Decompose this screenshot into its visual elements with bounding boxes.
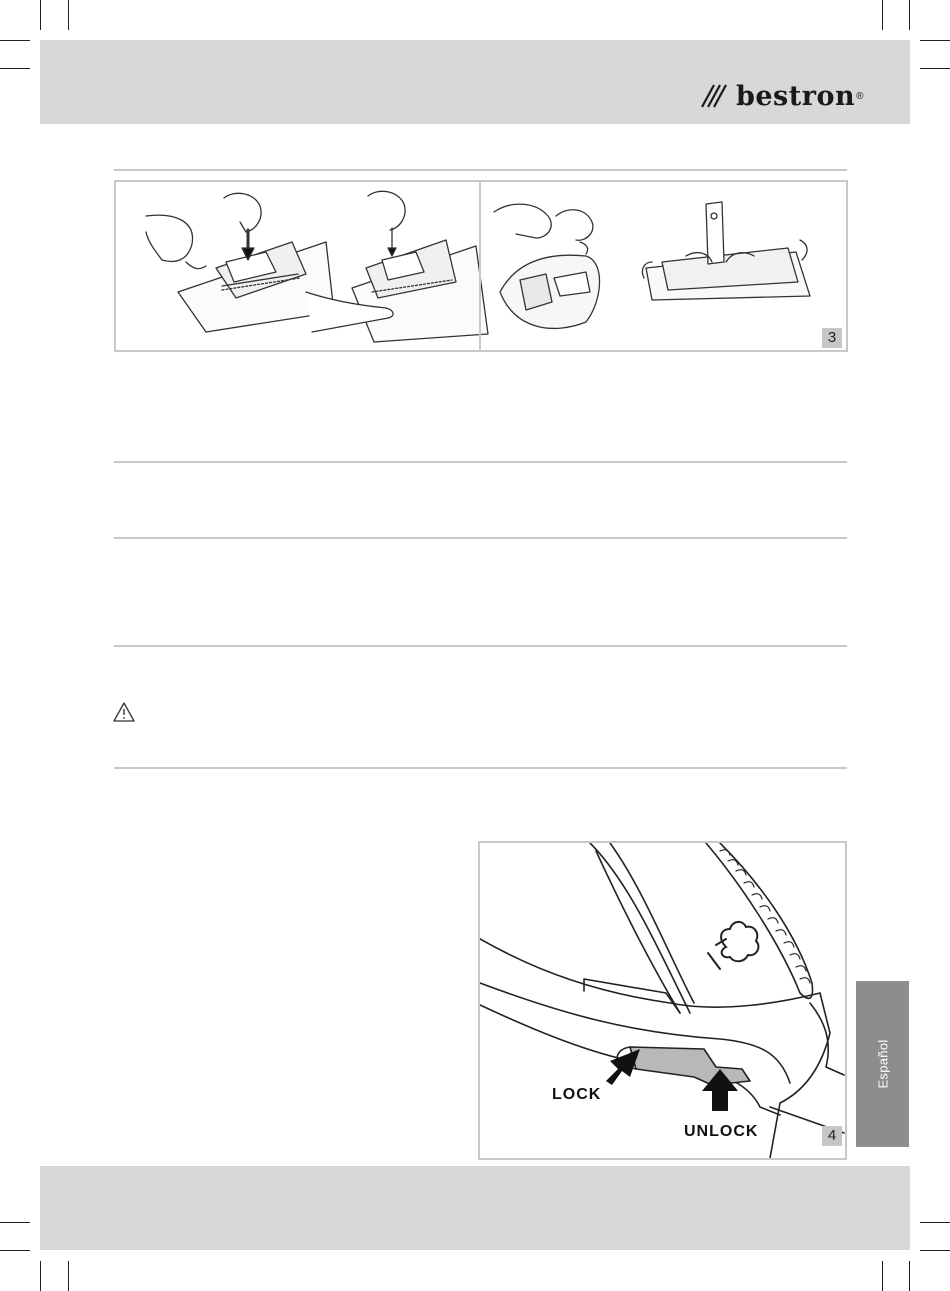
language-label: Español xyxy=(875,1039,890,1089)
divider xyxy=(114,767,847,769)
figure-3-illustration xyxy=(116,182,846,350)
divider xyxy=(114,645,847,647)
divider xyxy=(114,169,847,171)
brand-chevron-icon xyxy=(700,81,732,111)
figure-4 xyxy=(478,841,847,1160)
figure-number-badge: 3 xyxy=(822,328,842,348)
brand-name: bestron xyxy=(736,80,856,112)
figure-number-badge: 4 xyxy=(822,1126,842,1146)
figure-4-illustration xyxy=(480,843,845,1158)
footer-band xyxy=(40,1166,910,1250)
warning-icon xyxy=(112,701,136,723)
divider xyxy=(114,461,847,463)
divider xyxy=(114,537,847,539)
language-tab[interactable] xyxy=(856,981,909,1147)
lock-label: LOCK xyxy=(552,1086,602,1103)
unlock-label: UNLOCK xyxy=(684,1123,759,1140)
steam-icon xyxy=(708,922,758,969)
registered-mark: ® xyxy=(856,90,864,102)
figure-3 xyxy=(114,180,848,352)
brand-logo xyxy=(700,76,863,116)
